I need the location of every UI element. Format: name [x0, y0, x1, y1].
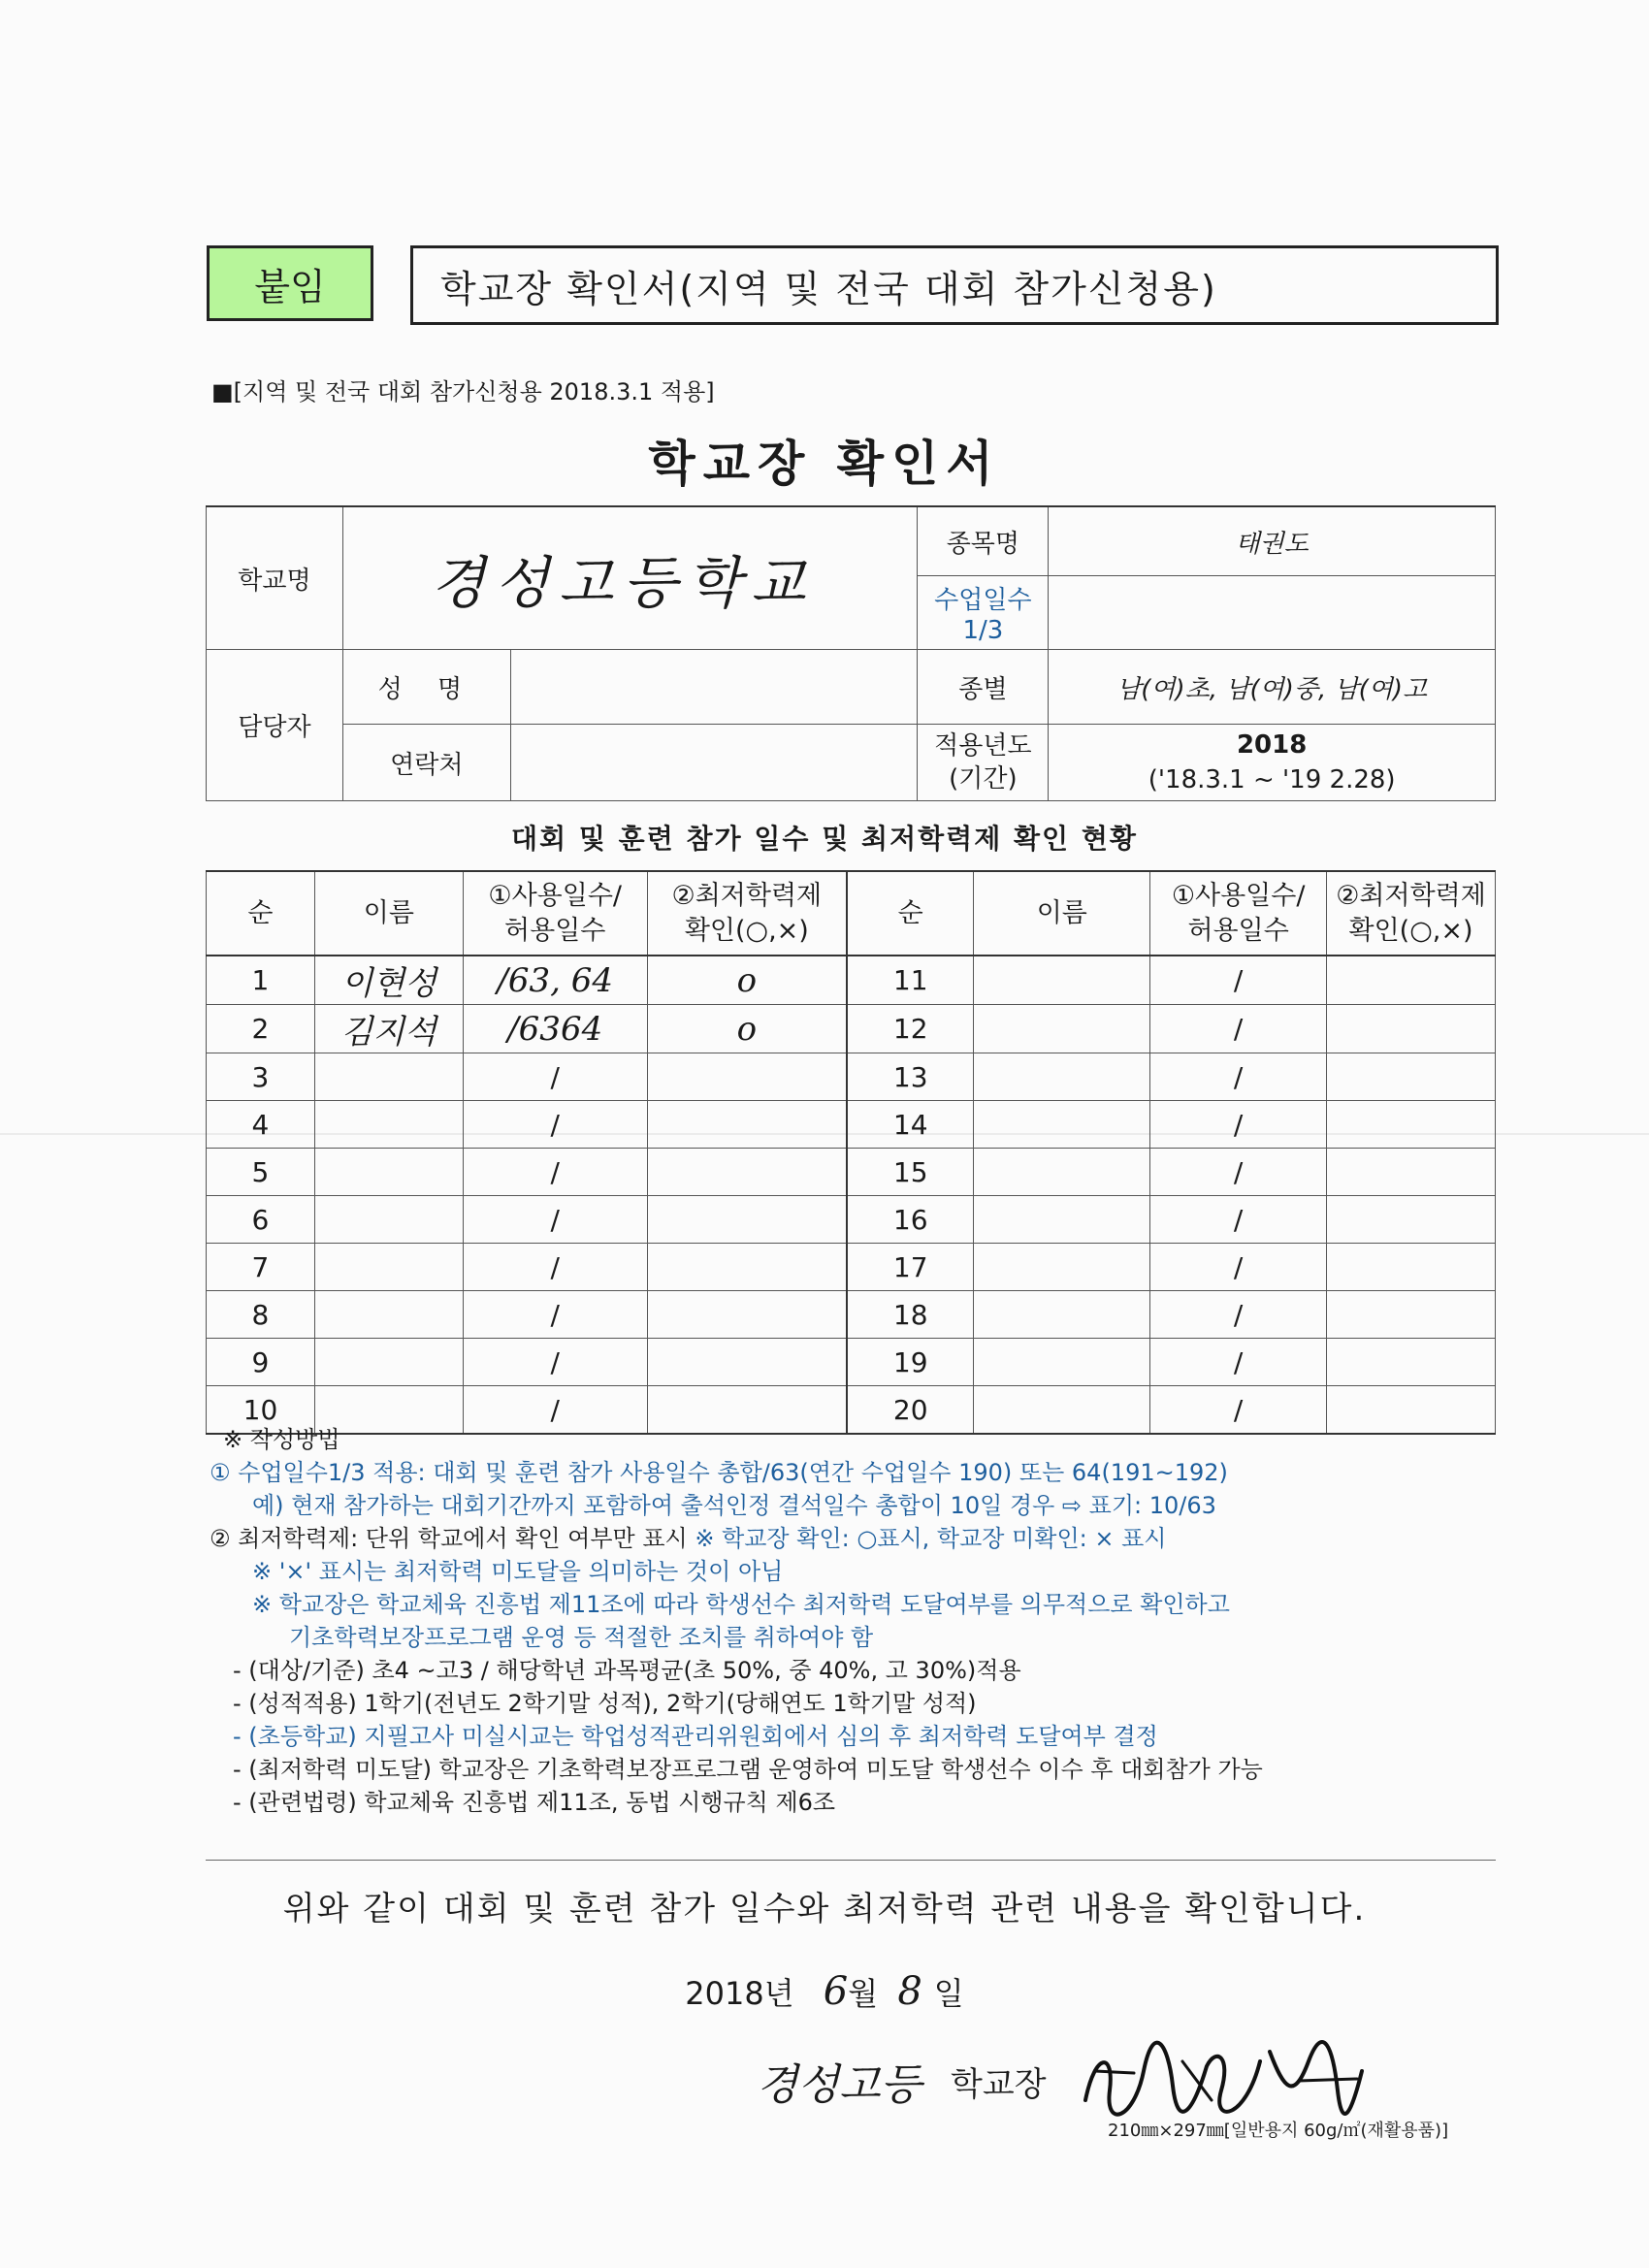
row-no: 2: [207, 1005, 315, 1053]
row-name: [974, 1005, 1150, 1053]
apply-note: ■[지역 및 전국 대회 참가신청용 2018.3.1 적용]: [211, 378, 715, 405]
row-check: [1327, 1149, 1496, 1196]
date-line: [0, 1969, 1649, 2014]
info-table: [206, 505, 1496, 801]
row-check: [647, 1101, 847, 1149]
row-check: [1327, 1339, 1496, 1386]
row-check: o: [647, 956, 847, 1005]
table-row: [207, 1339, 1496, 1386]
row-days: /: [463, 1053, 647, 1101]
row-no: 13: [847, 1053, 974, 1101]
instruction-line: - (관련법령) 학교체육 진흥법 제11조, 동법 시행규칙 제6조: [233, 1789, 836, 1816]
header-name: 이름: [974, 871, 1150, 956]
instruction-line: ※ 학교장은 학교체육 진흥법 제11조에 따라 학생선수 최저학력 도달여부를 의무적으로 확인하고: [252, 1591, 1230, 1618]
row-days: /: [1150, 1149, 1327, 1196]
table-row: [207, 1244, 1496, 1291]
roster-table: [206, 870, 1496, 1435]
row-no: 10: [207, 1386, 315, 1435]
row-days: /63, 64: [463, 956, 647, 1005]
row-no: 1: [207, 956, 315, 1005]
row-days: /: [463, 1291, 647, 1339]
header-name: 이름: [314, 871, 463, 956]
row-name: [974, 1053, 1150, 1101]
header-check: ②최저학력제 확인(○,×): [647, 871, 847, 956]
row-no: 3: [207, 1053, 315, 1101]
category-value: 남(여)초, 남(여)중, 남(여)고: [1049, 650, 1496, 725]
confirm-statement: 위와 같이 대회 및 훈련 참가 일수와 최저학력 관련 내용을 확인합니다.: [282, 1890, 1367, 1928]
row-check: [1327, 956, 1496, 1005]
row-check: [647, 1053, 847, 1101]
instruction-line: - (대상/기준) 초4 ~고3 / 해당학년 과목평균(초 50%, 중 40%, 고 30%)적용: [233, 1657, 1021, 1684]
row-no: 7: [207, 1244, 315, 1291]
row-no: 12: [847, 1005, 974, 1053]
table-row: [207, 1149, 1496, 1196]
row-no: 17: [847, 1244, 974, 1291]
row-check: o: [647, 1005, 847, 1053]
instruction-line: ① 수업일수1/3 적용: 대회 및 훈련 참가 사용일수 총합/63(연간 수업일수 190) 또는 64(191~192): [210, 1459, 1228, 1486]
row-days: /: [1150, 1339, 1327, 1386]
header-days: ①사용일수/ 허용일수: [1150, 871, 1327, 956]
row-check: [647, 1339, 847, 1386]
event-value: 태권도: [1049, 506, 1496, 576]
row-check: [647, 1291, 847, 1339]
row-days: /: [463, 1244, 647, 1291]
date-day: 8: [897, 1969, 922, 2014]
row-name: [974, 956, 1150, 1005]
row-no: 19: [847, 1339, 974, 1386]
row-no: 4: [207, 1101, 315, 1149]
contact-value: [510, 725, 918, 801]
row-name: [974, 1196, 1150, 1244]
row-name: [974, 1291, 1150, 1339]
row-name: [314, 1053, 463, 1101]
instruction-line: - (최저학력 미도달) 학교장은 기초학력보장프로그램 운영하여 미도달 학생선수 이수 후 대회참가 가능: [233, 1756, 1263, 1783]
row-check: [1327, 1196, 1496, 1244]
signature-school: 경성고등: [757, 2060, 922, 2110]
row-name: [314, 1196, 463, 1244]
row-days: /: [1150, 956, 1327, 1005]
row-check: [1327, 1101, 1496, 1149]
row-days: /: [1150, 1196, 1327, 1244]
row-days: /: [1150, 1101, 1327, 1149]
row-name: [314, 1291, 463, 1339]
row-no: 8: [207, 1291, 315, 1339]
row-name: [314, 1101, 463, 1149]
table-row: [207, 1101, 1496, 1149]
table-row: [207, 1053, 1496, 1101]
row-name: 김지석: [314, 1005, 463, 1053]
row-no: 5: [207, 1149, 315, 1196]
row-check: [1327, 1244, 1496, 1291]
section-title: 대회 및 훈련 참가 일수 및 최저학력제 확인 현황: [511, 823, 1138, 855]
row-name: [974, 1149, 1150, 1196]
instruction-line: - (성적적용) 1학기(전년도 2학기말 성적), 2학기(당해연도 1학기말 성적): [233, 1690, 977, 1717]
row-check: [647, 1149, 847, 1196]
document-header: [207, 245, 1499, 325]
row-no: 15: [847, 1149, 974, 1196]
handwritten-signature: [1076, 2032, 1367, 2129]
row-name: [314, 1339, 463, 1386]
instructions-heading: ※ 작성방법: [223, 1426, 340, 1453]
row-days: /: [463, 1196, 647, 1244]
header-check: ②최저학력제 확인(○,×): [1327, 871, 1496, 956]
row-no: 20: [847, 1386, 974, 1435]
row-days: /: [463, 1339, 647, 1386]
row-name: 이현성: [314, 956, 463, 1005]
instructions: [206, 1423, 1496, 1819]
table-row: [207, 956, 1496, 1005]
instruction-line: ② 최저학력제: 단위 학교에서 확인 여부만 표시 ※ 학교장 확인: ○표시, 학교장 미확인: × 표시: [210, 1525, 1167, 1552]
school-label: 학교명: [207, 506, 343, 650]
year-label: 적용년도 (기간): [918, 725, 1049, 801]
row-days: /: [1150, 1386, 1327, 1435]
row-days: /6364: [463, 1005, 647, 1053]
header-days: ①사용일수/ 허용일수: [463, 871, 647, 956]
class-days-value: [1049, 576, 1496, 650]
contact-label: 연락처: [342, 725, 510, 801]
header-no: 순: [847, 871, 974, 956]
paper-spec: 210㎜×297㎜[일반용지 60g/㎡(재활용품)]: [1108, 2121, 1449, 2141]
class-days-label: 수업일수 1/3: [918, 576, 1049, 650]
date-month: 6: [823, 1969, 849, 2014]
divider: [206, 1860, 1496, 1861]
table-row: [207, 1196, 1496, 1244]
instruction-line: 예) 현재 참가하는 대회기간까지 포함하여 출석인정 결석일수 총합이 10일 경우 ⇨ 표기: 10/63: [252, 1492, 1216, 1519]
row-days: /: [463, 1386, 647, 1435]
date-day-unit: 일: [933, 1975, 964, 2012]
row-no: 9: [207, 1339, 315, 1386]
signature-line: [757, 2032, 1367, 2129]
row-no: 18: [847, 1291, 974, 1339]
name-label: 성 명: [342, 650, 510, 725]
row-check: [1327, 1291, 1496, 1339]
row-name: [974, 1244, 1150, 1291]
row-name: [314, 1244, 463, 1291]
row-check: [1327, 1005, 1496, 1053]
row-days: /: [1150, 1244, 1327, 1291]
date-year: 2018년: [685, 1975, 794, 2012]
doc-title: 학교장 확인서: [648, 436, 1001, 492]
instruction-line: 기초학력보장프로그램 운영 등 적절한 조치를 취하여야 함: [289, 1624, 874, 1651]
instruction-line: - (초등학교) 지필고사 미실시교는 학업성적관리위원회에서 심의 후 최저학력 도달여부 결정: [233, 1723, 1158, 1750]
row-name: [974, 1101, 1150, 1149]
row-days: /: [1150, 1005, 1327, 1053]
table-row: [207, 1005, 1496, 1053]
year-value: 2018 ('18.3.1 ~ '19 2.28): [1049, 725, 1496, 801]
row-no: 14: [847, 1101, 974, 1149]
instruction-line: ※ '×' 표시는 최저학력 미도달을 의미하는 것이 아님: [252, 1558, 784, 1585]
row-days: /: [1150, 1053, 1327, 1101]
row-check: [647, 1196, 847, 1244]
roster-body: [207, 956, 1496, 1434]
date-month-unit: 월: [848, 1975, 879, 2012]
header-title: 학교장 확인서(지역 및 전국 대회 참가신청용): [410, 245, 1499, 325]
event-label: 종목명: [918, 506, 1049, 576]
row-no: 16: [847, 1196, 974, 1244]
signature-role: 학교장: [951, 2064, 1047, 2104]
row-name: [314, 1149, 463, 1196]
category-label: 종별: [918, 650, 1049, 725]
row-no: 11: [847, 956, 974, 1005]
row-days: /: [463, 1101, 647, 1149]
row-check: [647, 1244, 847, 1291]
row-no: 6: [207, 1196, 315, 1244]
row-check: [1327, 1053, 1496, 1101]
header-no: 순: [207, 871, 315, 956]
table-row: [207, 1291, 1496, 1339]
school-name-value: 경성고등학교: [342, 506, 918, 650]
manager-label: 담당자: [207, 650, 343, 801]
row-name: [974, 1339, 1150, 1386]
row-days: /: [1150, 1291, 1327, 1339]
name-value: [510, 650, 918, 725]
row-days: /: [463, 1149, 647, 1196]
attachment-badge: 붙임: [207, 245, 373, 321]
